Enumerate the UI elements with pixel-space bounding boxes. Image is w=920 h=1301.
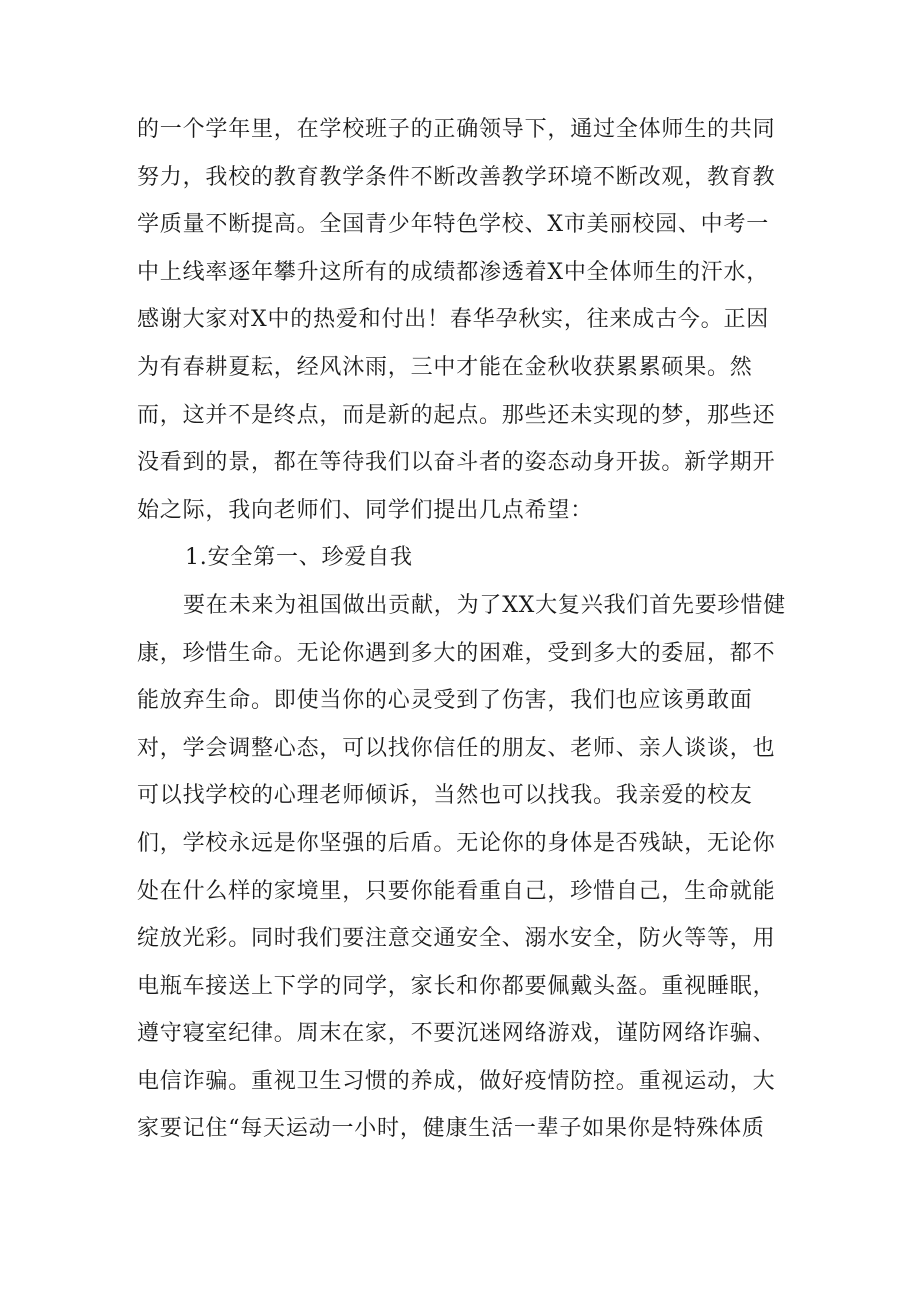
paragraph-first-line: 要在未来为祖国做出贡献，为了XX大复兴我们首先要珍惜健: [183, 592, 786, 618]
text-line: 遵守寝室纪律。周末在家，不要沉迷网络游戏，谨防网络诈骗、: [137, 1021, 776, 1047]
document-body: [137, 106, 807, 1153]
text-line: 始之际，我向老师们、同学们提出几点希望：: [137, 497, 594, 523]
section-heading: 1.安全第一、珍爱自我: [185, 545, 413, 571]
text-line: 处在什么样的家境里，只要你能看重自己，珍惜自己，生命就能: [137, 878, 776, 904]
text-line: 学质量不断提高。全国青少年特色学校、X市美丽校园、中考一: [137, 212, 770, 238]
text-line: 没看到的景，都在等待我们以奋斗者的姿态动身开拔。新学期开: [137, 450, 776, 476]
text-line: 中上线率逐年攀升这所有的成绩都渗透着X中全体师生的汗水，: [137, 259, 770, 285]
text-line: 努力，我校的教育教学条件不断改善教学环境不断改观，教育教: [137, 164, 776, 190]
text-line: 而，这并不是终点，而是新的起点。那些还未实现的梦，那些还: [137, 402, 776, 428]
text-line: 对，学会调整心态，可以找你信任的朋友、老师、亲人谈谈，也: [137, 735, 776, 761]
text-line: 的一个学年里，在学校班子的正确领导下，通过全体师生的共同: [137, 117, 776, 142]
text-line: 电信诈骗。重视卫生习惯的养成，做好疫情防控。重视运动，大: [137, 1068, 776, 1094]
text-line: 康，珍惜生命。无论你遇到多大的困难，受到多大的委屈，都不: [137, 640, 776, 666]
text-line: 家要记住“每天运动一小时，健康生活一辈子如果你是特殊体质: [137, 1116, 765, 1142]
text-line: 电瓶车接送上下学的同学，家长和你都要佩戴头盔。重视睡眠，: [137, 973, 776, 999]
text-line: 能放弃生命。即使当你的心灵受到了伤害，我们也应该勇敢面: [137, 688, 753, 714]
text-line: 为有春耕夏耘，经风沐雨，三中才能在金秋收获累累硕果。然: [137, 354, 753, 380]
text-line: 绽放光彩。同时我们要注意交通安全、溺水安全，防火等等，用: [137, 926, 776, 952]
text-line: 感谢大家对X中的热爱和付出！春华孕秋实，往来成古今。正因: [137, 307, 770, 333]
text-line: 可以找学校的心理老师倾诉，当然也可以找我。我亲爱的校友: [137, 783, 753, 809]
text-line: 们，学校永远是你坚强的后盾。无论你的身体是否残缺，无论你: [137, 830, 776, 856]
